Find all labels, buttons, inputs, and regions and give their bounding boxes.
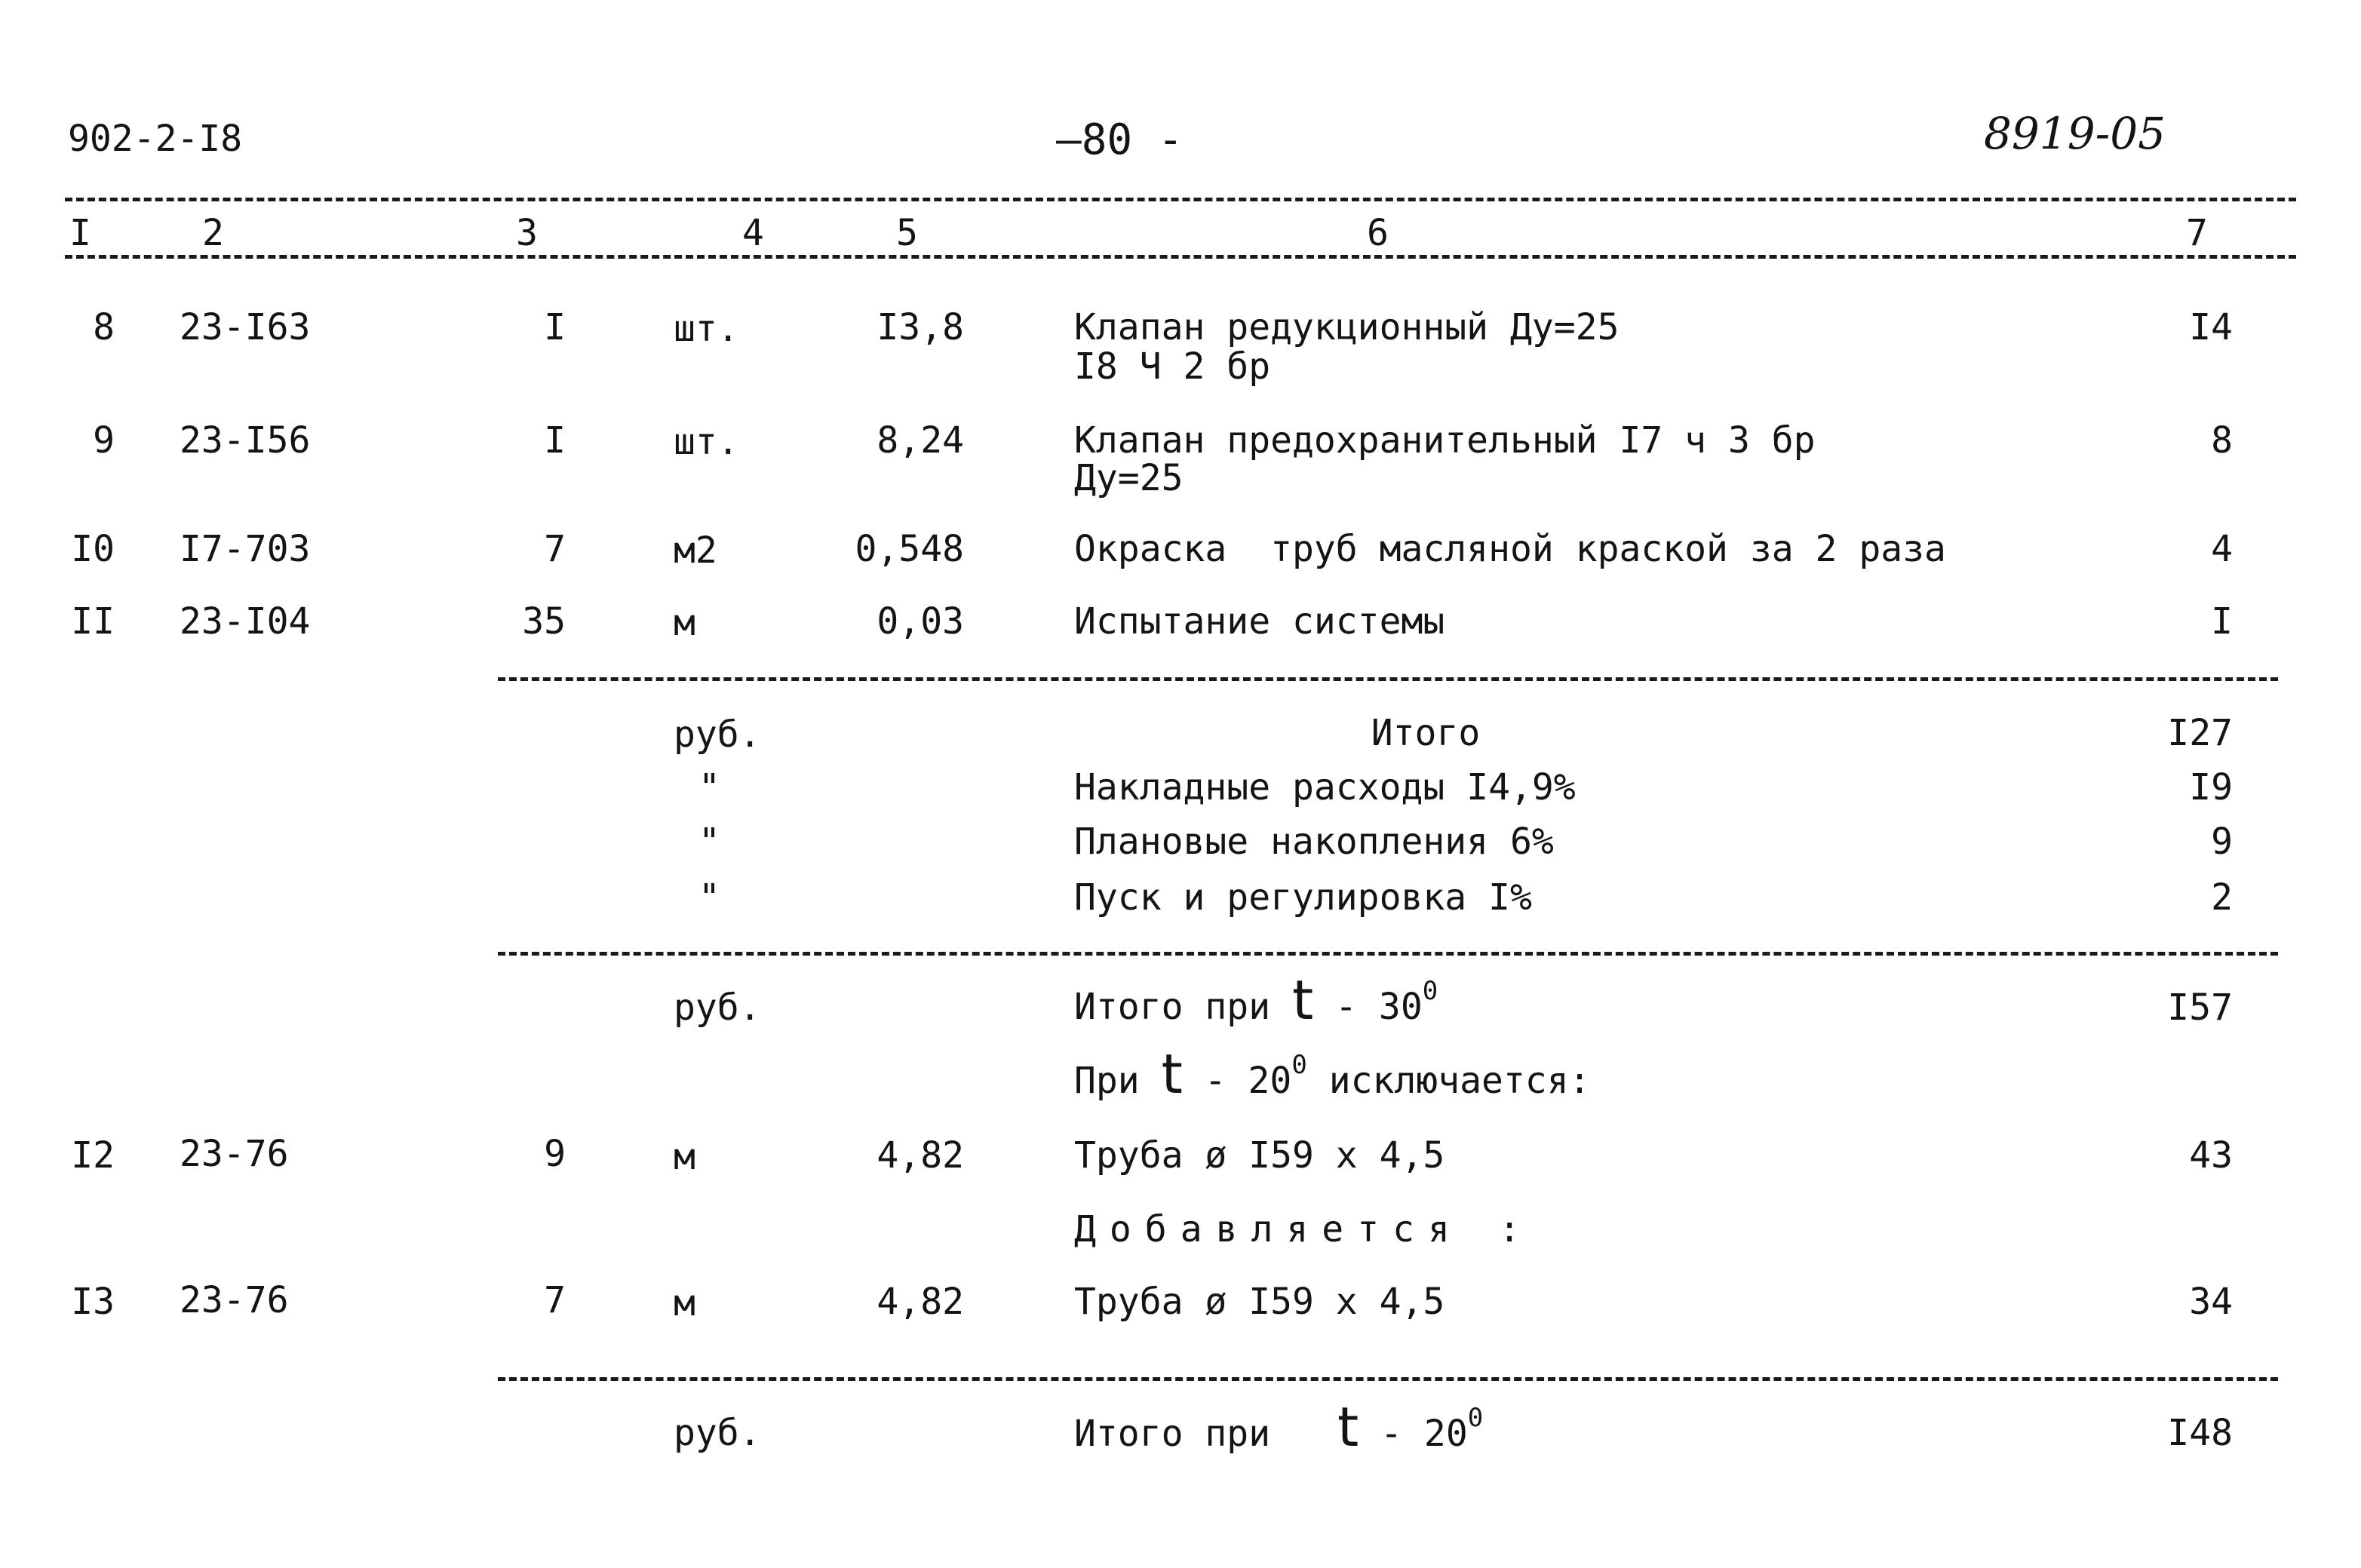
row-number: I2: [71, 1134, 115, 1177]
row-unit: м: [674, 1136, 695, 1178]
addition-note: Добавляется :: [1074, 1208, 1534, 1250]
col-header-7: 7: [2186, 212, 2208, 254]
final-unit: руб.: [674, 1412, 761, 1454]
planned-savings-value: 9: [2211, 821, 2233, 863]
section-rule: [498, 677, 2278, 681]
total-at-20-label: Итого при t - $20^0$: [1074, 1395, 1484, 1459]
row-unit: м: [674, 602, 695, 644]
row-total: 8: [2211, 419, 2233, 462]
row-unit: м: [674, 1282, 695, 1324]
row-total: I: [2211, 600, 2233, 643]
summary2-unit: руб.: [674, 987, 761, 1029]
row-description: Окраска труб масляной краской за 2 раза: [1074, 528, 1946, 570]
summary-subtotal-value: I27: [2167, 712, 2233, 754]
row-unit: шт.: [674, 308, 739, 350]
row-code: 23-I04: [180, 600, 311, 643]
startup-value: 2: [2211, 876, 2233, 919]
exclusion-note: При t - $20^0$ исключается:: [1074, 1042, 1591, 1106]
col-header-4: 4: [742, 212, 764, 254]
col-header-6: 6: [1367, 212, 1389, 254]
row-quantity: I: [544, 306, 566, 348]
row-description: Испытание системы: [1074, 600, 1445, 643]
planned-savings-label: Плановые накопления 6%: [1074, 821, 1554, 863]
row-total: 4: [2211, 528, 2233, 570]
overhead-label: Накладные расходы I4,9%: [1074, 766, 1576, 809]
document-code: 902-2-I8: [68, 118, 243, 160]
row-price: 0,548: [855, 528, 964, 570]
total-at-20-value: I48: [2167, 1412, 2233, 1454]
row-price: 0,03: [877, 600, 964, 643]
row-price: 8,24: [877, 419, 964, 462]
row-number: II: [71, 600, 115, 643]
row-number: I3: [71, 1281, 115, 1323]
summary-unit: руб.: [674, 713, 761, 756]
total-at-30-label: Итого при t - $30^0$: [1074, 968, 1438, 1032]
row-code: 23-76: [180, 1279, 289, 1321]
row-description: Труба ø I59 х 4,5: [1074, 1134, 1445, 1177]
row-price: 4,82: [877, 1281, 964, 1323]
section-rule: [498, 1377, 2278, 1381]
summary-subtotal-label: Итого: [1371, 712, 1481, 754]
row-description: Труба ø I59 х 4,5: [1074, 1281, 1445, 1323]
page-number: —80 -: [1056, 115, 1184, 164]
row-description: Клапан редукционный Ду=25: [1074, 306, 1620, 348]
startup-label: Пуск и регулировка I%: [1074, 876, 1532, 919]
total-at-30-value: I57: [2167, 987, 2233, 1029]
handwritten-sheet-number: 8919-05: [1984, 108, 2166, 159]
col-header-3: 3: [516, 212, 538, 254]
row-code: 23-I63: [180, 306, 311, 348]
row-total: 34: [2189, 1281, 2233, 1323]
row-unit: шт.: [674, 421, 739, 463]
row-quantity: 9: [544, 1133, 566, 1175]
ditto-mark: ": [698, 821, 720, 863]
section-rule: [498, 952, 2278, 956]
row-code: 23-76: [180, 1133, 289, 1175]
row-number: I0: [71, 528, 115, 570]
row-quantity: 7: [544, 528, 566, 570]
row-price: I3,8: [877, 306, 964, 348]
overhead-value: I9: [2189, 766, 2233, 809]
ditto-mark: ": [698, 876, 720, 919]
row-unit: м2: [674, 529, 717, 572]
row-price: 4,82: [877, 1134, 964, 1177]
col-header-5: 5: [896, 212, 918, 254]
row-total: I4: [2189, 306, 2233, 348]
row-description-line2: I8 Ч 2 бр: [1074, 345, 1271, 388]
row-description-line2: Ду=25: [1074, 457, 1184, 499]
col-header-2: 2: [202, 212, 224, 254]
col-header-1: I: [69, 212, 91, 254]
row-code: 23-I56: [180, 419, 311, 462]
row-quantity: I: [544, 419, 566, 462]
row-quantity: 35: [522, 600, 566, 643]
top-rule: [65, 198, 2296, 201]
row-quantity: 7: [544, 1279, 566, 1321]
row-description: Клапан предохранительный I7 ч 3 бр: [1074, 419, 1816, 462]
header-rule: [65, 255, 2296, 259]
row-code: I7-703: [180, 528, 311, 570]
row-number: 9: [93, 419, 115, 462]
ditto-mark: ": [698, 766, 720, 809]
row-total: 43: [2189, 1134, 2233, 1177]
row-number: 8: [93, 306, 115, 348]
